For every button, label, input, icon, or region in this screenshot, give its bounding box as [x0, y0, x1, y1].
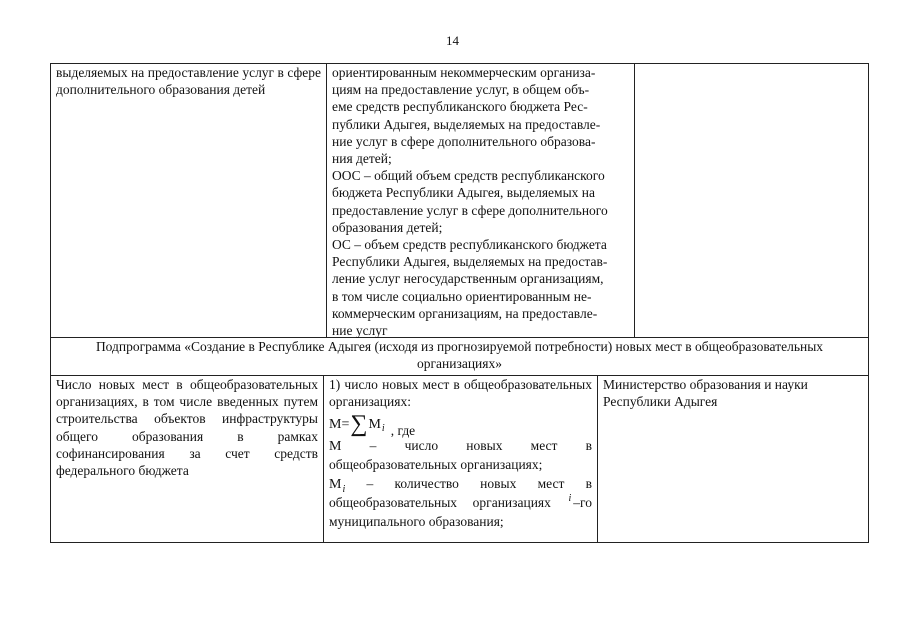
text-line: ния детей;: [332, 151, 392, 167]
indicator-cell: Число новых мест в общеобразовательных организациях, в том числе введенных путем строительства объектов инфраструктуры общего образования в рамках софинансирования за счет средств федерального бюджета: [56, 377, 318, 479]
text-line: публики Адыгея, выделяемых на предоставле-: [332, 116, 601, 132]
text-line: бюджета Республики Адыгея, выделяемых на: [332, 185, 596, 201]
indicator-cell: выделяемых на предоставление услуг в сфере дополнительного образования детей: [56, 65, 321, 98]
definition-mi: [329, 475, 592, 531]
table-row: [50, 376, 869, 543]
definition-text: – число новых мест в общеобразовательных организациях;: [329, 438, 592, 472]
variable-subscript: i: [342, 483, 346, 495]
definition-text: – количество новых мест в общеобразовательных организациях: [329, 475, 592, 511]
variable-symbol: M: [329, 476, 342, 492]
text-line: ние услуг в сфере дополнительного образова-: [332, 133, 596, 149]
text-line: Республики Адыгея, выделяемых на предостав-: [332, 254, 608, 270]
text-line: коммерческим организациям, на предоставле-: [332, 305, 598, 321]
formula-cell: [323, 376, 597, 542]
formula-cell: [326, 64, 634, 337]
variable-symbol: M: [329, 439, 342, 455]
indicator-table: [50, 63, 869, 543]
responsible-cell: Министерство образования и науки Республики Адыгея: [597, 376, 868, 542]
formula-where: , где: [390, 422, 416, 438]
formula-subscript: i: [381, 422, 385, 434]
subprogram-row: [50, 338, 869, 376]
subprogram-title: Подпрограмма «Создание в Республике Адыгея (исходя из прогнозируемой потребности) новых мест в общеобразовательных организациях»: [95, 339, 824, 372]
text-line: ние услуг: [332, 323, 388, 339]
responsible-cell: [634, 64, 868, 337]
text-line: ориентированным некоммерческим организа-: [332, 65, 596, 80]
definition-text: –го муниципального образования;: [329, 495, 592, 530]
table-row: [50, 63, 869, 338]
text-line: в том числе социально ориентированным не-: [332, 288, 592, 304]
index-symbol: i: [568, 493, 572, 505]
text-line: циям на предоставление услуг, в общем объ-: [332, 82, 590, 98]
formula-symbol: M: [329, 416, 342, 432]
text-line: еме средств республиканского бюджета Рес-: [332, 99, 588, 115]
text-line: образования детей;: [332, 219, 443, 235]
sigma-symbol: ∑: [350, 411, 368, 438]
page-number: 14: [446, 33, 459, 48]
formula-item-label: 1) число новых мест в общеобразовательных организациях:: [329, 377, 592, 410]
text-line: предоставление услуг в сфере дополнительного: [332, 202, 608, 218]
formula-equals: =: [341, 416, 350, 432]
text-line: ООС – общий объем средств республиканского: [332, 168, 605, 184]
sum-formula: [329, 411, 592, 437]
formula-term: M: [368, 416, 381, 432]
definition-m: [329, 437, 592, 472]
text-line: ление услуг негосударственным организациям,: [332, 271, 604, 287]
text-line: ОС – объем средств республиканского бюджета: [332, 237, 607, 253]
